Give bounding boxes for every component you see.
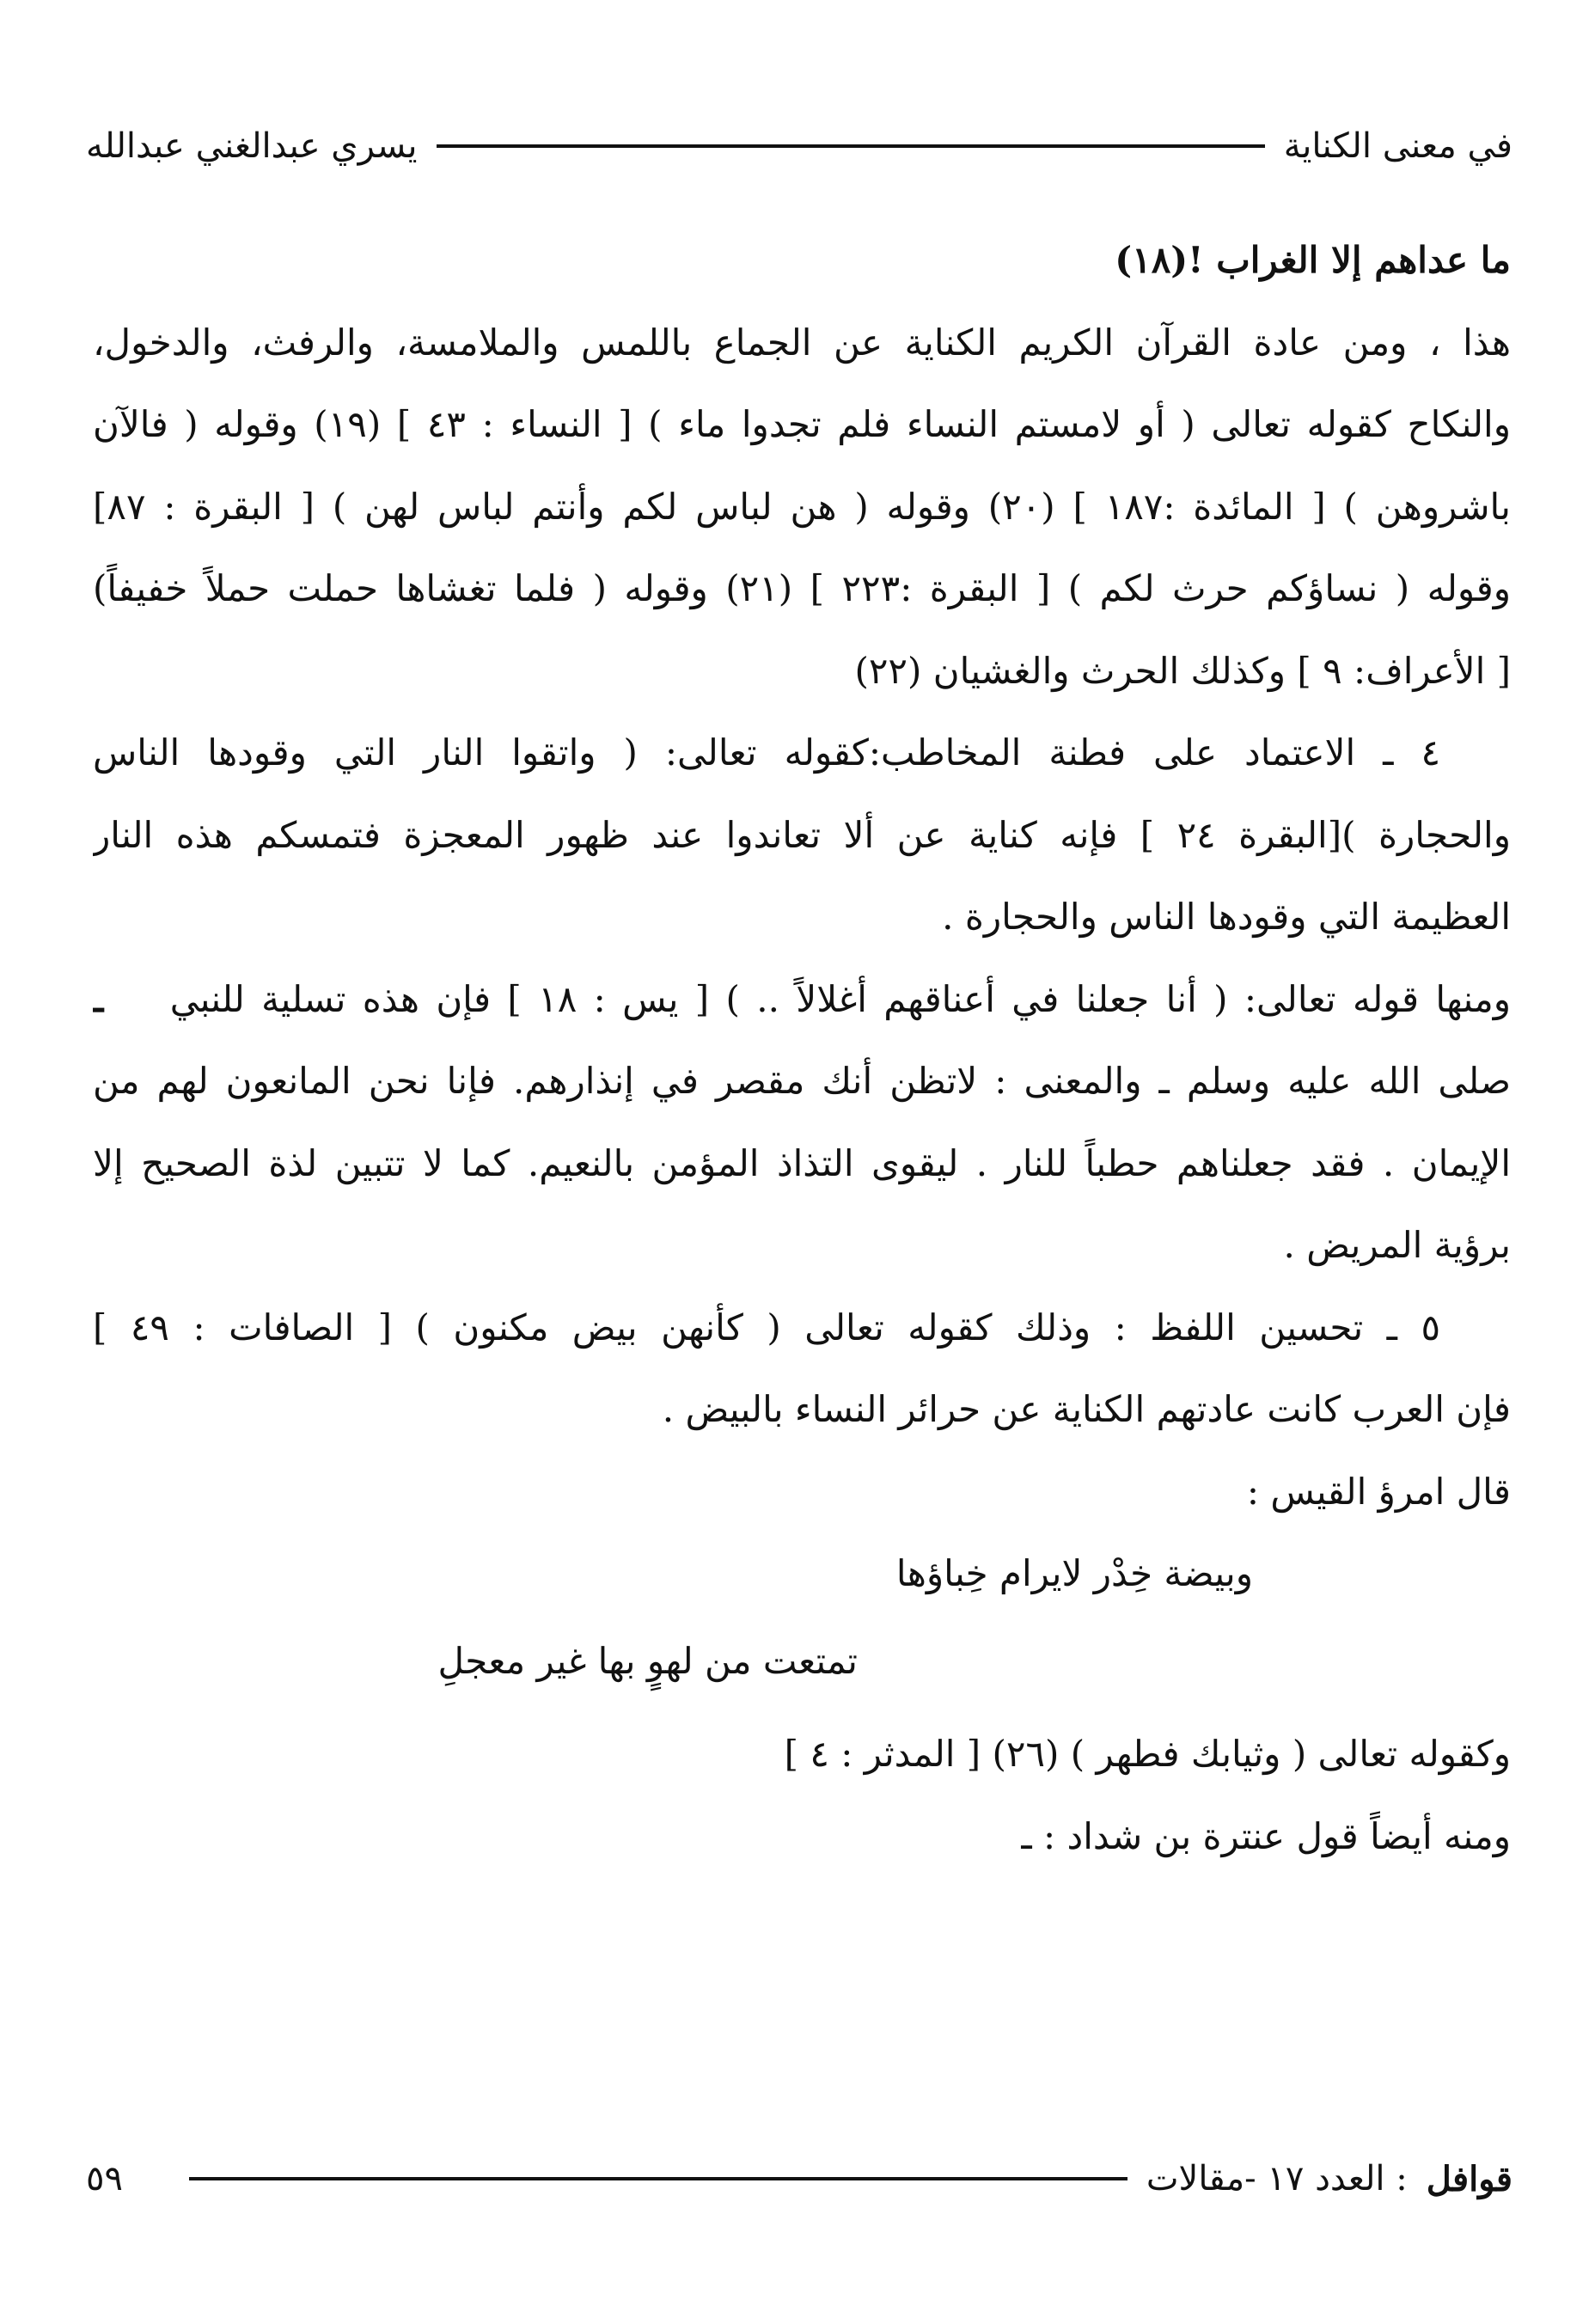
poem-verse-2: تمتعت من لهوٍ بها غير معجلِ <box>437 1640 858 1682</box>
body-line: قال امرؤ القيس : <box>1246 1470 1511 1513</box>
numbered-point: ٥ ـ تحسين اللفظ : وذلك كقوله تعالى ( كأنهن بيض مكنون ) [ الصافات : ٤٩ ] <box>93 1306 1440 1349</box>
body-line: باشروهن ) [ المائدة :١٨٧ ] (٢٠) وقوله ( هن لباس لكم وأنتم لباس لهن ) [ البقرة : ٨٧] <box>93 485 1511 528</box>
body-line: الإيمان . فقد جعلناهم حطباً للنار . ليقوى التذاذ المؤمن بالنعيم. كما لا تتبين لذة الصحيح إلا <box>93 1141 1511 1184</box>
poem-verse-1: وبيضة خِدْر لايرام خِباؤها <box>895 1552 1253 1594</box>
footer-rule <box>189 2177 1128 2180</box>
body-line: والنكاح كقوله تعالى ( أو لامستم النساء فلم تجدوا ماء ) [ النساء : ٤٣ ] (١٩) وقوله ( فالآن <box>93 403 1511 445</box>
trailing-dash: ـ <box>93 977 104 1020</box>
body-line: فإن العرب كانت عادتهم الكناية عن حرائر النساء بالبيض . <box>662 1388 1511 1430</box>
body-line: والحجارة )[البقرة ٢٤ ] فإنه كناية عن ألا تعاندوا عند ظهور المعجزة فتمسكم هذه النار <box>93 813 1511 856</box>
body-line: العظيمة التي وقودها الناس والحجارة . <box>942 896 1511 938</box>
poem-block <box>93 1532 1511 1713</box>
running-header <box>86 112 1512 180</box>
author-name: يسري عبدالغني عبدالله <box>86 126 418 166</box>
body-line: هذا ، ومن عادة القرآن الكريم الكناية عن الجماع باللمس والملامسة، والرفث، والدخول، <box>93 321 1511 364</box>
article-body <box>93 219 1511 1877</box>
header-rule <box>437 144 1265 148</box>
body-line: ومنه أيضاً قول عنترة بن شداد : ـ <box>1021 1814 1511 1857</box>
article-title: في معنى الكناية <box>1283 126 1512 166</box>
body-line-with-dash <box>93 958 1511 1041</box>
body-line-text: ومنها قوله تعالى: ( أنا جعلنا في أعناقهم أغلالاً .. ) [ يس : ١٨ ] فإن هذه تسلية للنبي <box>169 977 1511 1020</box>
page-number: ٥٩ <box>86 2159 123 2199</box>
body-line: وكقوله تعالى ( وثيابك فطهر ) (٢٦) [ المدثر : ٤ ] <box>784 1733 1511 1775</box>
body-line: وقوله ( نساؤكم حرث لكم ) [ البقرة :٢٢٣ ] (٢١) وقوله ( فلما تغشاها حملت حملاً خفيفاً) <box>93 567 1511 609</box>
journal-name: قوافل <box>1426 2158 1512 2199</box>
body-line: ما عداهم إلا الغراب !(١٨) <box>1115 239 1511 281</box>
numbered-point: ٤ ـ الاعتماد على فطنة المخاطب:كقوله تعالى: ( واتقوا النار التي وقودها الناس <box>93 731 1441 774</box>
body-line: صلى الله عليه وسلم ـ والمعنى : لاتظن أنك مقصر في إنذارهم. فإنا نحن المانعون لهم من <box>93 1060 1511 1102</box>
issue-label: : العدد ١٧ -مقالات <box>1146 2159 1408 2199</box>
body-line: برؤية المريض . <box>1283 1224 1511 1266</box>
body-line: [ الأعراف: ٩ ] وكذلك الحرث والغشيان (٢٢) <box>854 649 1511 692</box>
page-footer <box>86 2149 1512 2209</box>
